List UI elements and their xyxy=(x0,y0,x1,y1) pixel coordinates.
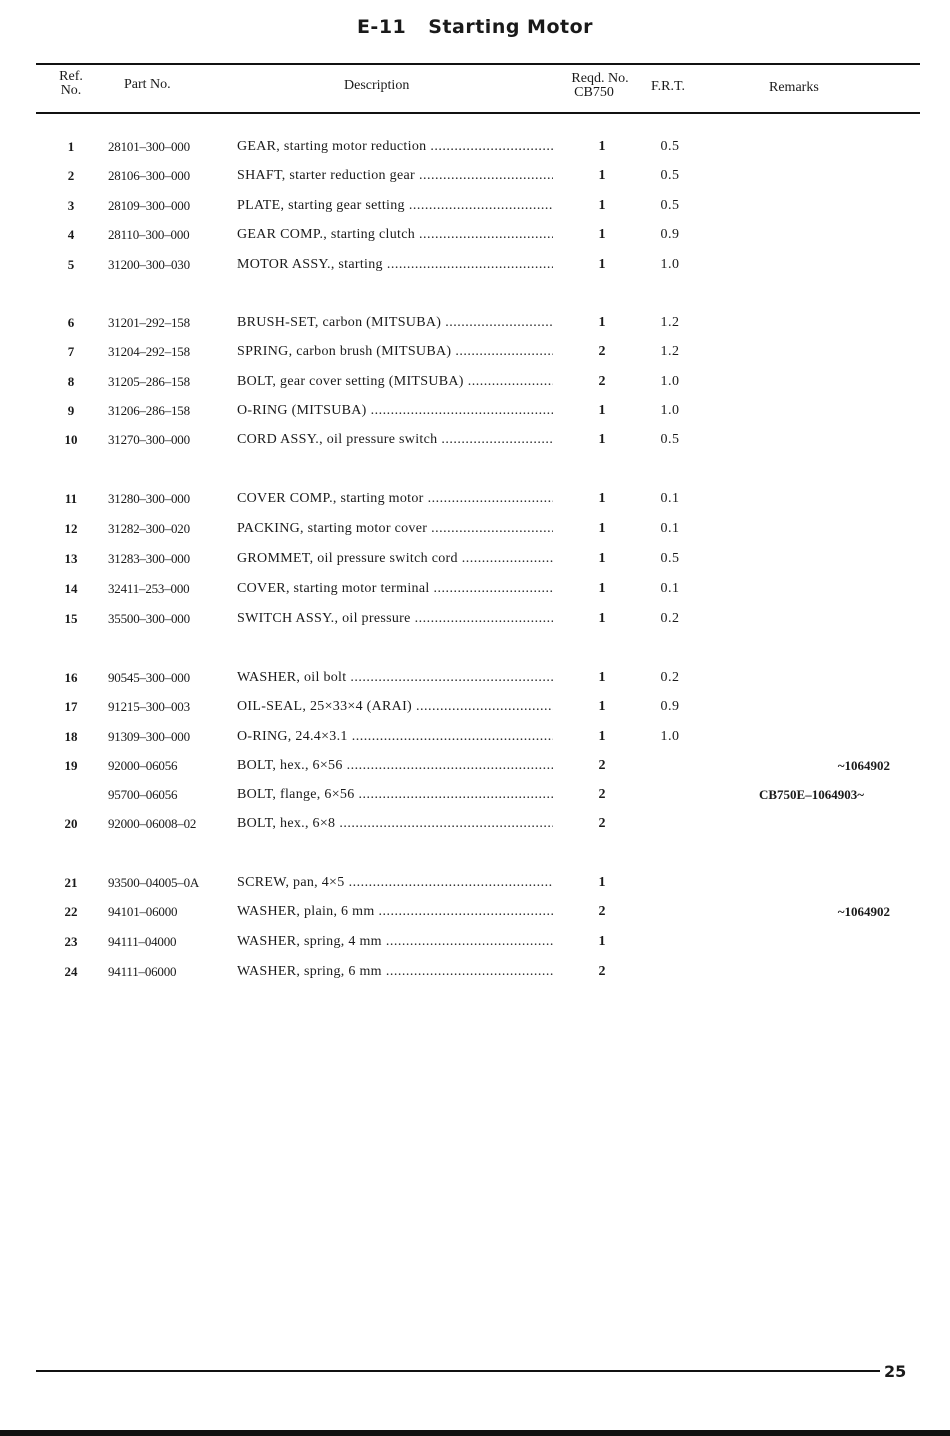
description: CORD ASSY., oil pressure switch ..... xyxy=(237,432,553,448)
description: O-RING, 24.4×3.1 ..... xyxy=(237,729,553,745)
table-row xyxy=(0,670,950,692)
table-row xyxy=(0,964,950,986)
part-no: 31201–292–158 xyxy=(108,315,190,330)
frt: 1.0 xyxy=(660,374,680,389)
part-no: 91309–300–000 xyxy=(108,729,190,744)
frt: 1.0 xyxy=(660,403,680,418)
table-row xyxy=(0,374,950,396)
table-row xyxy=(0,315,950,337)
description: BOLT, hex., 6×56 ..... xyxy=(237,758,553,774)
quantity: 1 xyxy=(598,139,606,154)
table-row xyxy=(0,168,950,190)
header-part-no: Part No. xyxy=(124,77,171,92)
part-no: 92000–06056 xyxy=(108,758,178,773)
table-row xyxy=(0,551,950,573)
frt: 0.2 xyxy=(660,670,680,685)
remarks: ~1064902 xyxy=(837,758,890,773)
frt: 1.2 xyxy=(660,315,680,330)
description: SCREW, pan, 4×5 ..... xyxy=(237,875,553,891)
table-row xyxy=(0,139,950,161)
table-row xyxy=(0,227,950,249)
description: OIL-SEAL, 25×33×4 (ARAI) ..... xyxy=(237,699,553,715)
frt: 0.2 xyxy=(660,611,680,626)
quantity: 1 xyxy=(598,729,606,744)
footer-rule xyxy=(36,1370,880,1372)
ref-no: 17 xyxy=(64,699,78,714)
quantity: 1 xyxy=(598,227,606,242)
quantity: 2 xyxy=(598,787,606,802)
quantity: 2 xyxy=(598,904,606,919)
table-row xyxy=(0,257,950,279)
quantity: 1 xyxy=(598,875,606,890)
frt: 1.0 xyxy=(660,257,680,272)
description: BOLT, hex., 6×8 ..... xyxy=(237,816,553,832)
description: GROMMET, oil pressure switch cord ..... xyxy=(237,551,553,567)
part-no: 93500–04005–0A xyxy=(108,875,200,890)
ref-no: 23 xyxy=(64,934,78,949)
description: O-RING (MITSUBA) ..... xyxy=(237,403,553,419)
header-remarks: Remarks xyxy=(769,80,819,95)
quantity: 1 xyxy=(598,257,606,272)
table-row xyxy=(0,344,950,366)
header-bottom-rule xyxy=(36,112,920,114)
table-row xyxy=(0,787,950,809)
quantity: 1 xyxy=(598,521,606,536)
part-no: 94101–06000 xyxy=(108,904,178,919)
quantity: 1 xyxy=(598,403,606,418)
table-row xyxy=(0,491,950,513)
quantity: 1 xyxy=(598,699,606,714)
description: COVER, starting motor terminal ..... xyxy=(237,581,553,597)
ref-no: 16 xyxy=(64,670,78,685)
part-no: 31200–300–030 xyxy=(108,257,190,272)
header-ref xyxy=(52,70,90,98)
description: PLATE, starting gear setting ..... xyxy=(237,198,553,214)
table-row xyxy=(0,521,950,543)
table-row xyxy=(0,581,950,603)
part-no: 32411–253–000 xyxy=(108,581,190,596)
header-reqd-line1: Reqd. No. xyxy=(571,71,629,86)
part-no: 28101–300–000 xyxy=(108,139,190,154)
part-no: 31270–300–000 xyxy=(108,432,190,447)
part-no: 31204–292–158 xyxy=(108,344,190,359)
ref-no: 18 xyxy=(64,729,78,744)
ref-no: 24 xyxy=(64,964,78,979)
table-row xyxy=(0,198,950,220)
ref-no: 4 xyxy=(67,227,75,242)
part-no: 28109–300–000 xyxy=(108,198,190,213)
description: WASHER, spring, 4 mm ..... xyxy=(237,934,553,950)
quantity: 1 xyxy=(598,315,606,330)
header-ref-line2: No. xyxy=(60,83,82,98)
part-no: 35500–300–000 xyxy=(108,611,190,626)
table-row xyxy=(0,611,950,633)
ref-no: 14 xyxy=(64,581,78,596)
part-no: 31283–300–000 xyxy=(108,551,190,566)
ref-no: 3 xyxy=(67,198,75,213)
description: SPRING, carbon brush (MITSUBA) ..... xyxy=(237,344,553,360)
quantity: 2 xyxy=(598,374,606,389)
part-no: 31282–300–020 xyxy=(108,521,190,536)
quantity: 1 xyxy=(598,168,606,183)
quantity: 2 xyxy=(598,758,606,773)
ref-no: 12 xyxy=(64,521,78,536)
quantity: 1 xyxy=(598,934,606,949)
description: GEAR COMP., starting clutch ..... xyxy=(237,227,553,243)
ref-no: 13 xyxy=(64,551,78,566)
table-row xyxy=(0,758,950,780)
frt: 0.9 xyxy=(660,227,680,242)
header-reqd-line2: CB750 xyxy=(574,85,614,100)
description: PACKING, starting motor cover ..... xyxy=(237,521,553,537)
quantity: 1 xyxy=(598,551,606,566)
quantity: 1 xyxy=(598,581,606,596)
part-no: 31206–286–158 xyxy=(108,403,190,418)
ref-no: 11 xyxy=(64,491,78,506)
frt: 0.9 xyxy=(660,699,680,714)
header-frt: F.R.T. xyxy=(651,79,686,94)
part-no: 28106–300–000 xyxy=(108,168,190,183)
page-title xyxy=(0,16,950,38)
quantity: 1 xyxy=(598,670,606,685)
page-bottom-edge xyxy=(0,1430,950,1436)
header-top-rule xyxy=(36,63,920,65)
frt: 0.1 xyxy=(660,581,680,596)
table-row xyxy=(0,816,950,838)
table-row xyxy=(0,904,950,926)
description: WASHER, spring, 6 mm ..... xyxy=(237,964,553,980)
table-row xyxy=(0,875,950,897)
header-description: Description xyxy=(344,78,410,93)
description: BOLT, flange, 6×56 ..... xyxy=(237,787,553,803)
quantity: 1 xyxy=(598,198,606,213)
ref-no: 6 xyxy=(67,315,75,330)
ref-no: 7 xyxy=(67,344,75,359)
description: BOLT, gear cover setting (MITSUBA) ..... xyxy=(237,374,553,390)
ref-no: 2 xyxy=(67,168,75,183)
quantity: 2 xyxy=(598,964,606,979)
ref-no: 9 xyxy=(67,403,75,418)
part-no: 31280–300–000 xyxy=(108,491,190,506)
quantity: 1 xyxy=(598,491,606,506)
part-no: 94111–06000 xyxy=(108,964,177,979)
description: BRUSH-SET, carbon (MITSUBA) ..... xyxy=(237,315,553,331)
part-no: 94111–04000 xyxy=(108,934,177,949)
description: WASHER, oil bolt ..... xyxy=(237,670,553,686)
frt: 0.5 xyxy=(660,551,680,566)
page-number: 25 xyxy=(884,1362,907,1381)
description: GEAR, starting motor reduction ..... xyxy=(237,139,553,155)
ref-no: 8 xyxy=(67,374,75,389)
frt: 0.5 xyxy=(660,198,680,213)
quantity: 2 xyxy=(598,816,606,831)
remarks: CB750E–1064903~ xyxy=(759,787,890,802)
header-ref-line1: Ref. xyxy=(59,69,83,84)
part-no: 92000–06008–02 xyxy=(108,816,197,831)
table-row xyxy=(0,432,950,454)
ref-no: 20 xyxy=(64,816,78,831)
description: COVER COMP., starting motor ..... xyxy=(237,491,553,507)
frt: 0.1 xyxy=(660,491,680,506)
part-no: 91215–300–003 xyxy=(108,699,190,714)
ref-no: 21 xyxy=(64,875,78,890)
description: WASHER, plain, 6 mm ..... xyxy=(237,904,553,920)
table-row xyxy=(0,403,950,425)
part-no: 90545–300–000 xyxy=(108,670,190,685)
frt: 1.2 xyxy=(660,344,680,359)
quantity: 1 xyxy=(598,611,606,626)
remarks: ~1064902 xyxy=(837,904,890,919)
description: MOTOR ASSY., starting ..... xyxy=(237,257,553,273)
description: SHAFT, starter reduction gear ..... xyxy=(237,168,553,184)
section-code: E-11 xyxy=(356,16,407,38)
ref-no: 15 xyxy=(64,611,78,626)
quantity: 1 xyxy=(598,432,606,447)
description: SWITCH ASSY., oil pressure ..... xyxy=(237,611,553,627)
frt: 1.0 xyxy=(660,729,680,744)
part-no: 31205–286–158 xyxy=(108,374,190,389)
frt: 0.5 xyxy=(660,139,680,154)
part-no: 95700–06056 xyxy=(108,787,178,802)
section-title: Starting Motor xyxy=(428,16,594,38)
table-row xyxy=(0,699,950,721)
header-reqd-no xyxy=(560,72,640,100)
ref-no: 22 xyxy=(64,904,78,919)
frt: 0.5 xyxy=(660,432,680,447)
table-row xyxy=(0,729,950,751)
ref-no: 19 xyxy=(64,758,78,773)
quantity: 2 xyxy=(598,344,606,359)
ref-no: 1 xyxy=(67,139,75,154)
part-no: 28110–300–000 xyxy=(108,227,190,242)
table-row xyxy=(0,934,950,956)
ref-no: 5 xyxy=(67,257,75,272)
frt: 0.1 xyxy=(660,521,680,536)
frt: 0.5 xyxy=(660,168,680,183)
ref-no: 10 xyxy=(64,432,78,447)
